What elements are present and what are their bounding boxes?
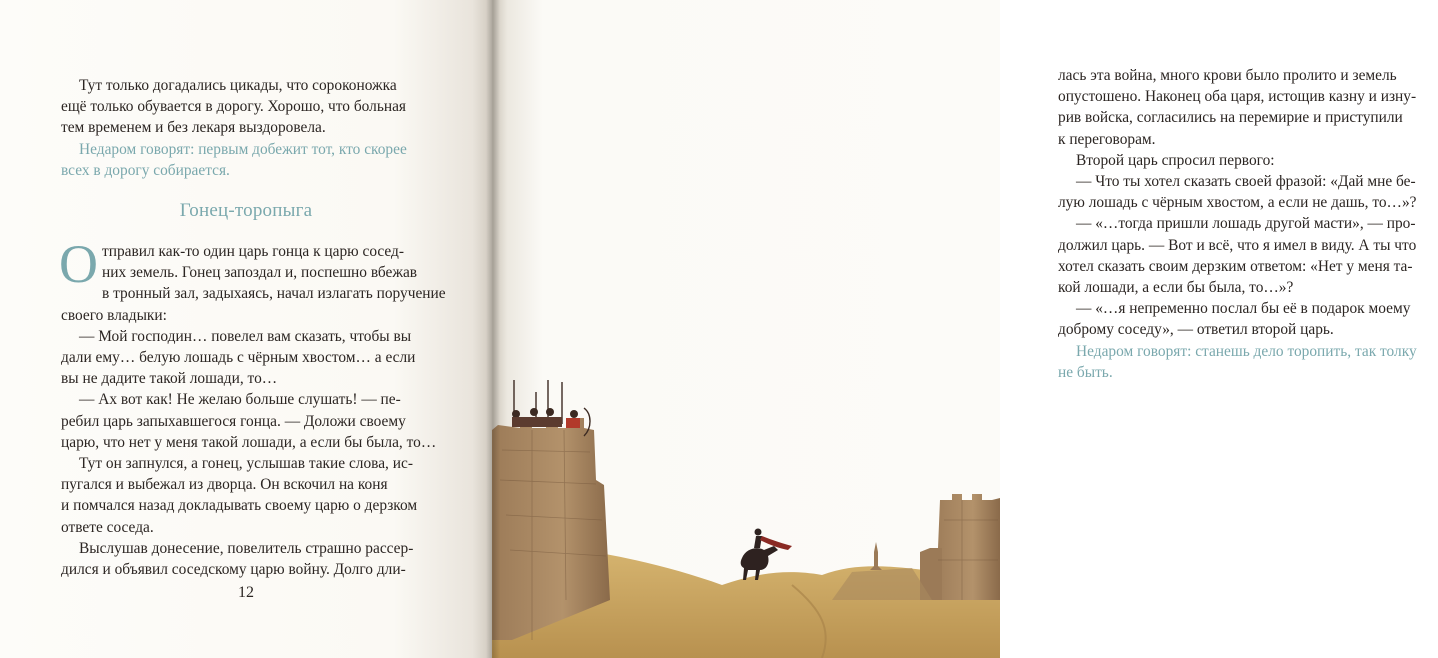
text-line: пугался и выбежал из дворца. Он вскочил на коня bbox=[61, 476, 388, 494]
left-tower bbox=[492, 418, 610, 640]
intro-paragraph bbox=[61, 75, 441, 181]
text-line: в тронный зал, задыхаясь, начал излагать поручение bbox=[102, 285, 446, 303]
right-page bbox=[492, 0, 1417, 658]
text-line: — Что ты хотел сказать своей фразой: «Дай мне бе- bbox=[1076, 173, 1416, 191]
castle-illustration bbox=[492, 0, 1000, 658]
text-line: дали ему… белую лошадь с чёрным хвостом… а если bbox=[61, 349, 416, 367]
text-line: — «…тогда пришли лошадь другой масти», — про- bbox=[1076, 215, 1416, 233]
page-number: 12 bbox=[238, 584, 254, 601]
text-line: царю, что нет у меня такой лошади, а если бы была, то… bbox=[61, 433, 437, 451]
soldier-figures bbox=[512, 408, 580, 428]
text-line: ответе соседа. bbox=[61, 518, 154, 536]
story-text bbox=[59, 234, 446, 580]
left-page bbox=[0, 0, 492, 658]
text-line: ребил царь запыхавшегося гонца. — Доложи своему bbox=[61, 412, 406, 430]
text-line: к переговорам. bbox=[1058, 130, 1156, 148]
text-line: ещё только обувается в дорогу. Хорошо, что больная bbox=[61, 98, 406, 116]
text-line: тправил как-то один царь гонца к царю сосед- bbox=[102, 243, 405, 260]
text-line: и помчался назад докладывать своему царю о дерзком bbox=[61, 497, 418, 515]
text-line: них земель. Гонец запоздал и, поспешно вбежав bbox=[102, 264, 418, 282]
drop-cap: О bbox=[59, 234, 98, 294]
text-line: хотел сказать своим дерзким ответом: «Нет у меня та- bbox=[1058, 257, 1413, 275]
text-line: Выслушав донесение, повелитель страшно рассер- bbox=[79, 539, 414, 557]
text-line: лась эта война, много крови было пролито и земель bbox=[1058, 67, 1397, 84]
moral-line: не быть. bbox=[1058, 363, 1113, 381]
text-line: Второй царь спросил первого: bbox=[1076, 151, 1275, 169]
text-line: рив войска, согласились на перемирие и приступили bbox=[1058, 109, 1403, 127]
moral-line: всех в дорогу собирается. bbox=[61, 161, 230, 179]
text-line: доброму соседу», — ответил второй царь. bbox=[1058, 321, 1334, 339]
text-line: лую лошадь с чёрным хвостом, а если не дашь, то…»? bbox=[1058, 194, 1417, 212]
text-line: Тут только догадались цикады, что сороконожка bbox=[79, 77, 397, 94]
text-line: тем временем и без лекаря выздоровела. bbox=[61, 119, 326, 137]
text-line: кой лошади, а если бы была, то…»? bbox=[1058, 279, 1294, 297]
story-title: Гонец-торопыга bbox=[179, 200, 313, 221]
rider-on-horse bbox=[741, 529, 792, 581]
right-fortress bbox=[832, 494, 1000, 600]
text-line: Тут он запнулся, а гонец, услышав такие слова, ис- bbox=[79, 455, 413, 473]
moral-line: Недаром говорят: станешь дело торопить, так толку bbox=[1076, 342, 1417, 360]
text-line: — Ах вот как! Не желаю больше слушать! — пе- bbox=[79, 391, 401, 409]
text-line: вы не дадите такой лошади, то… bbox=[61, 370, 278, 388]
text-line: дился и объявил соседскому царю войну. Долго дли- bbox=[61, 561, 406, 579]
text-line: — «…я непременно послал бы её в подарок моему bbox=[1076, 300, 1411, 318]
text-line: — Мой господин… повелел вам сказать, чтобы вы bbox=[79, 327, 412, 345]
text-line: должил царь. — Вот и всё, что я имел в виду. А ты что bbox=[1058, 236, 1417, 254]
text-line: своего владыки: bbox=[61, 306, 167, 324]
book-gutter bbox=[486, 0, 500, 658]
text-line: опустошено. Наконец оба царя, истощив казну и изну- bbox=[1058, 88, 1417, 106]
moral-line: Недаром говорят: первым добежит тот, кто скорее bbox=[79, 140, 407, 158]
right-page-text bbox=[1058, 65, 1438, 383]
